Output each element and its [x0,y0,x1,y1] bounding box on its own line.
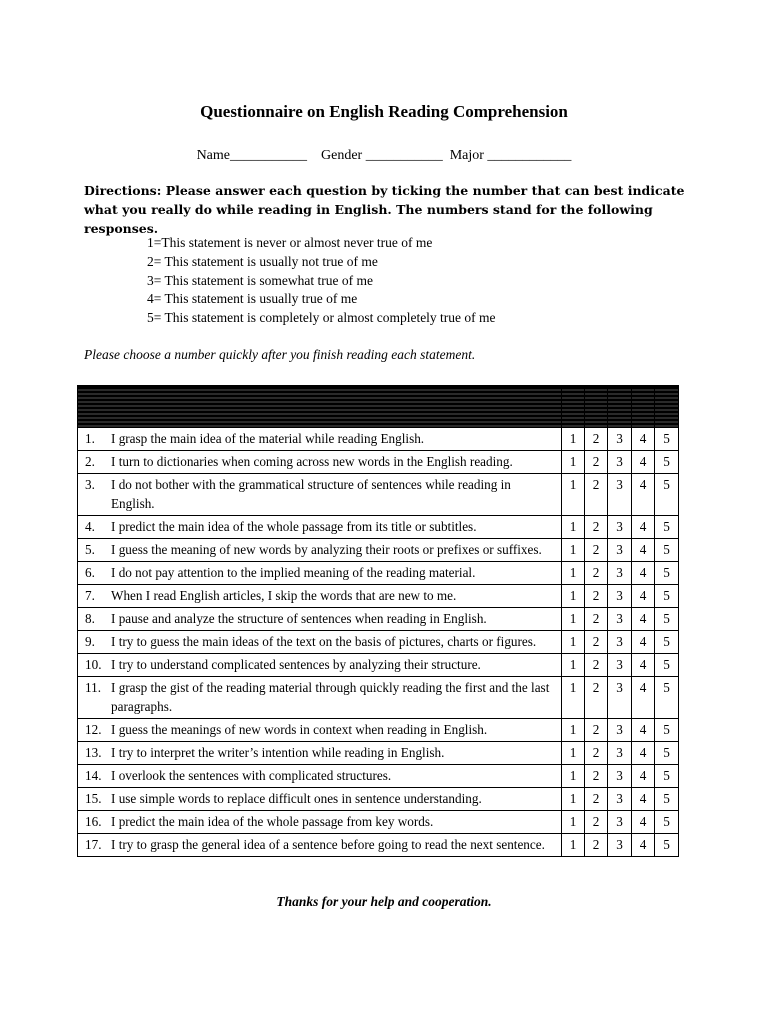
rating-option-1[interactable]: 1 [562,585,585,608]
rating-option-4[interactable]: 4 [632,585,655,608]
item-number: 9. [85,634,95,649]
statement-cell [78,539,562,562]
table-row [78,788,679,811]
table-row [78,742,679,765]
rating-option-5[interactable]: 5 [655,719,679,742]
item-statement: I predict the main idea of the whole passage from its title or subtitles. [111,519,477,534]
rating-option-2[interactable]: 2 [585,585,608,608]
item-statement: I try to guess the main ideas of the text on the basis of pictures, charts or figures. [111,634,537,649]
rating-option-3[interactable]: 3 [608,742,632,765]
rating-option-4[interactable]: 4 [632,834,655,857]
major-field[interactable]: Major ____________ [449,148,572,163]
statement-cell [78,719,562,742]
rating-option-2[interactable]: 2 [585,451,608,474]
thanks-note: Thanks for your help and cooperation. [276,894,492,909]
rating-option-5[interactable]: 5 [655,451,679,474]
item-statement: I use simple words to replace difficult ones in sentence understanding. [111,791,482,806]
rating-option-4[interactable]: 4 [632,451,655,474]
item-statement: I grasp the main idea of the material while reading English. [111,431,425,446]
rating-option-2[interactable]: 2 [585,428,608,451]
rating-option-3[interactable]: 3 [608,562,632,585]
rating-option-5[interactable]: 5 [655,539,679,562]
rating-option-5[interactable]: 5 [655,631,679,654]
rating-option-5[interactable]: 5 [655,608,679,631]
item-statement: I try to interpret the writer’s intention while reading in English. [111,745,445,760]
statement-cell [78,765,562,788]
rating-option-2[interactable]: 2 [585,516,608,539]
rating-option-1[interactable]: 1 [562,516,585,539]
item-statement: I predict the main idea of the whole passage from key words. [111,814,434,829]
respondent-fields [0,148,768,164]
item-number: 3. [85,477,95,492]
statement-cell [78,631,562,654]
item-number: 14. [85,768,102,783]
item-statement: I turn to dictionaries when coming across new words in the English reading. [111,454,513,469]
table-row [78,677,679,719]
rating-option-5[interactable]: 5 [655,811,679,834]
rating-option-2[interactable]: 2 [585,562,608,585]
item-statement: I overlook the sentences with complicated structures. [111,768,392,783]
rating-option-2[interactable]: 2 [585,654,608,677]
rating-option-2[interactable]: 2 [585,677,608,719]
statement-cell [78,428,562,451]
scale-item: 5= This statement is completely or almost completely true of me [147,310,496,326]
rating-option-1[interactable]: 1 [562,811,585,834]
item-statement: I pause and analyze the structure of sentences when reading in English. [111,611,487,626]
scale-item: 3= This statement is somewhat true of me [147,272,373,288]
item-number: 6. [85,565,95,580]
scale-item: 1=This statement is never or almost never true of me [147,235,433,250]
item-statement: I guess the meaning of new words by analyzing their roots or prefixes or suffixes. [111,542,542,557]
rating-option-5[interactable]: 5 [655,742,679,765]
statement-cell [78,788,562,811]
rating-option-4[interactable]: 4 [632,654,655,677]
statement-cell [78,585,562,608]
rating-option-1[interactable]: 1 [562,631,585,654]
item-number: 16. [85,814,102,829]
rating-option-5[interactable]: 5 [655,788,679,811]
rating-option-1[interactable]: 1 [562,742,585,765]
item-statement: I try to grasp the general idea of a sentence before going to read the next sentence. [111,837,545,852]
rating-option-4[interactable]: 4 [632,765,655,788]
item-number: 1. [85,431,95,446]
item-number: 2. [85,454,95,469]
rating-option-1[interactable]: 1 [562,562,585,585]
rating-option-2[interactable]: 2 [585,539,608,562]
rating-option-5[interactable]: 5 [655,428,679,451]
scale-item: 2= This statement is usually not true of me [147,253,378,269]
statement-cell [78,474,562,516]
directions-text: Directions: Please answer each question by ticking the number that can best indicate what you really do while reading in English. The numbers stand for the following responses. [84,183,685,236]
rating-option-1[interactable]: 1 [562,834,585,857]
rating-option-2[interactable]: 2 [585,474,608,516]
rating-option-3[interactable]: 3 [608,834,632,857]
item-statement: I do not bother with the grammatical structure of sentences while reading in English. [111,477,511,511]
rating-option-1[interactable]: 1 [562,788,585,811]
table-row [78,474,679,516]
item-statement: I grasp the gist of the reading material through quickly reading the first and the last paragraphs. [111,680,550,714]
table-row [78,585,679,608]
rating-option-1[interactable]: 1 [562,451,585,474]
rating-option-3[interactable]: 3 [608,677,632,719]
table-row [78,608,679,631]
rating-option-1[interactable]: 1 [562,719,585,742]
statement-cell [78,677,562,719]
item-number: 11. [85,680,101,695]
rating-option-3[interactable]: 3 [608,719,632,742]
item-number: 7. [85,588,95,603]
rating-option-5[interactable]: 5 [655,562,679,585]
rating-option-4[interactable]: 4 [632,677,655,719]
scale-item: 4= This statement is usually true of me [147,291,358,307]
rating-option-4[interactable]: 4 [632,516,655,539]
page-title: Questionnaire on English Reading Comprehension [200,102,568,121]
statement-cell [78,742,562,765]
rating-option-1[interactable]: 1 [562,677,585,719]
statement-cell [78,451,562,474]
rating-option-2[interactable]: 2 [585,742,608,765]
rating-option-3[interactable]: 3 [608,631,632,654]
item-number: 13. [85,745,102,760]
rating-option-3[interactable]: 3 [608,654,632,677]
table-row [78,654,679,677]
rating-option-4[interactable]: 4 [632,788,655,811]
rating-option-1[interactable]: 1 [562,539,585,562]
response-scale [147,234,496,328]
item-number: 10. [85,657,102,672]
rating-option-3[interactable]: 3 [608,811,632,834]
rating-option-5[interactable]: 5 [655,765,679,788]
rating-option-5[interactable]: 5 [655,677,679,719]
table-row [78,562,679,585]
table-row [78,451,679,474]
instruction-text: Please choose a number quickly after you finish reading each statement. [84,347,476,362]
rating-option-2[interactable]: 2 [585,608,608,631]
rating-option-2[interactable]: 2 [585,811,608,834]
rating-option-1[interactable]: 1 [562,654,585,677]
item-statement: I guess the meanings of new words in context when reading in English. [111,722,488,737]
table-row [78,834,679,857]
rating-option-2[interactable]: 2 [585,834,608,857]
rating-option-3[interactable]: 3 [608,539,632,562]
rating-option-4[interactable]: 4 [632,474,655,516]
item-number: 4. [85,519,95,534]
rating-option-1[interactable]: 1 [562,474,585,516]
table-row [78,631,679,654]
statement-cell [78,516,562,539]
rating-option-3[interactable]: 3 [608,788,632,811]
rating-option-5[interactable]: 5 [655,834,679,857]
item-statement: I do not pay attention to the implied meaning of the reading material. [111,565,476,580]
rating-option-5[interactable]: 5 [655,474,679,516]
rating-option-3[interactable]: 3 [608,451,632,474]
table-row [78,539,679,562]
questionnaire-table [77,385,679,857]
rating-option-4[interactable]: 4 [632,428,655,451]
rating-option-3[interactable]: 3 [608,428,632,451]
rating-option-5[interactable]: 5 [655,654,679,677]
rating-option-4[interactable]: 4 [632,539,655,562]
statement-cell [78,654,562,677]
rating-option-1[interactable]: 1 [562,428,585,451]
statement-cell [78,608,562,631]
table-row [78,811,679,834]
table-header-band [78,386,679,428]
item-number: 5. [85,542,95,557]
rating-option-3[interactable]: 3 [608,765,632,788]
table-row [78,428,679,451]
statement-cell [78,811,562,834]
rating-option-4[interactable]: 4 [632,742,655,765]
rating-option-4[interactable]: 4 [632,811,655,834]
rating-option-3[interactable]: 3 [608,474,632,516]
rating-option-2[interactable]: 2 [585,719,608,742]
rating-option-5[interactable]: 5 [655,585,679,608]
item-number: 17. [85,837,102,852]
rating-option-2[interactable]: 2 [585,788,608,811]
item-statement: I try to understand complicated sentences by analyzing their structure. [111,657,481,672]
rating-option-4[interactable]: 4 [632,562,655,585]
item-number: 15. [85,791,102,806]
item-number: 8. [85,611,95,626]
rating-option-4[interactable]: 4 [632,608,655,631]
rating-option-4[interactable]: 4 [632,631,655,654]
rating-option-3[interactable]: 3 [608,608,632,631]
statement-cell [78,834,562,857]
rating-option-2[interactable]: 2 [585,765,608,788]
name-field[interactable]: Name___________ [196,148,307,163]
item-statement: When I read English articles, I skip the words that are new to me. [111,588,457,603]
table-row [78,516,679,539]
rating-option-2[interactable]: 2 [585,631,608,654]
rating-option-3[interactable]: 3 [608,516,632,539]
item-number: 12. [85,722,102,737]
rating-option-1[interactable]: 1 [562,765,585,788]
table-row [78,719,679,742]
rating-option-3[interactable]: 3 [608,585,632,608]
gender-field[interactable]: Gender ___________ [321,148,443,163]
rating-option-4[interactable]: 4 [632,719,655,742]
statement-cell [78,562,562,585]
rating-option-1[interactable]: 1 [562,608,585,631]
table-row [78,765,679,788]
rating-option-5[interactable]: 5 [655,516,679,539]
